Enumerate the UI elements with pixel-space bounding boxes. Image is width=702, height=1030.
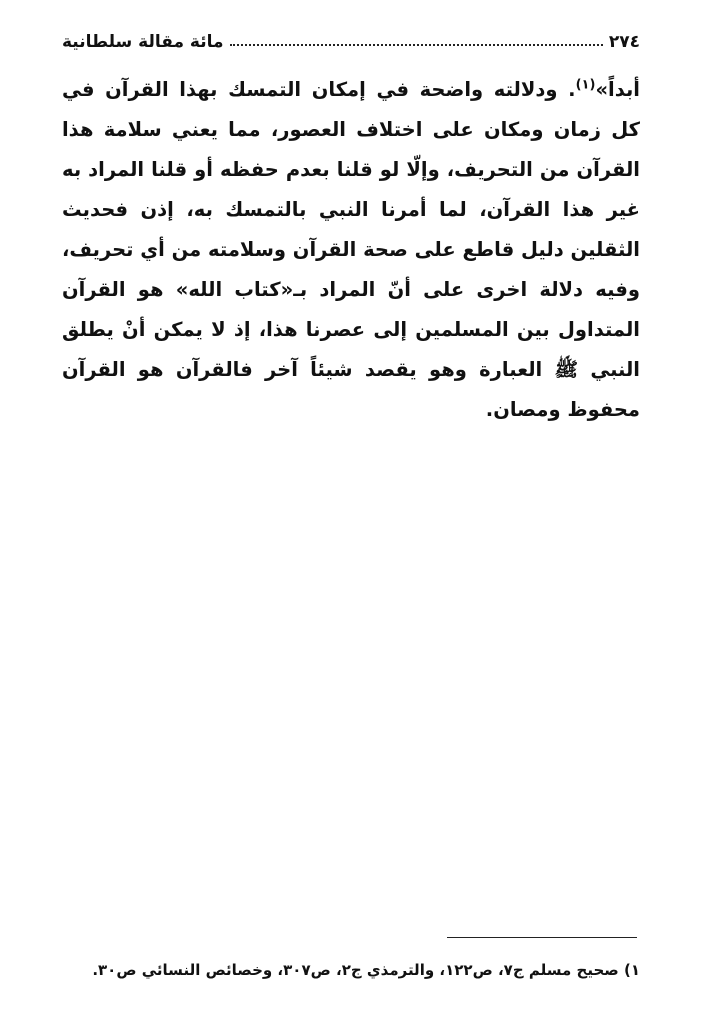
body-paragraph [62, 70, 640, 430]
header-dot-leader [230, 34, 603, 46]
text-after-reference: . ودلالته واضحة في إمكان التمسك بهذا القرآن في كل زمان ومكان على اختلاف العصور، مما يعني سلامة هذا القرآن من التحريف، وإلّا لو قلنا بعدم حفظه أو قلنا المراد به غير هذا القرآن، لما أمرنا النبي بالتمسك به، إذن فحديث الثقلين دليل قاطع على صحة القرآن وسلامته من أي تحريف، وفيه دلالة اخرى على أنّ المراد بـ«كتاب الله» هو القرآن المتداول بين المسلمين إلى عصرنا هذا، إذ لا يمكن أنْ يطلق النبي ﷺ العبارة وهو يقصد شيئاً آخر فالقرآن هو القرآن محفوظ ومصان. [62, 78, 640, 421]
footnote: ١) صحيح مسلم ج٧، ص١٢٢، والترمذي ج٢، ص٣٠٧، وخصائص النسائي ص٣٠. [92, 961, 640, 979]
page-number: ٢٧٤ [608, 32, 640, 52]
text-before-reference: أبداً» [595, 78, 640, 101]
book-title: مائة مقالة سلطانية [62, 32, 224, 52]
footnote-reference: (١) [575, 77, 596, 93]
running-header [62, 28, 640, 56]
paragraph [62, 70, 640, 430]
footnote-separator [447, 937, 637, 938]
